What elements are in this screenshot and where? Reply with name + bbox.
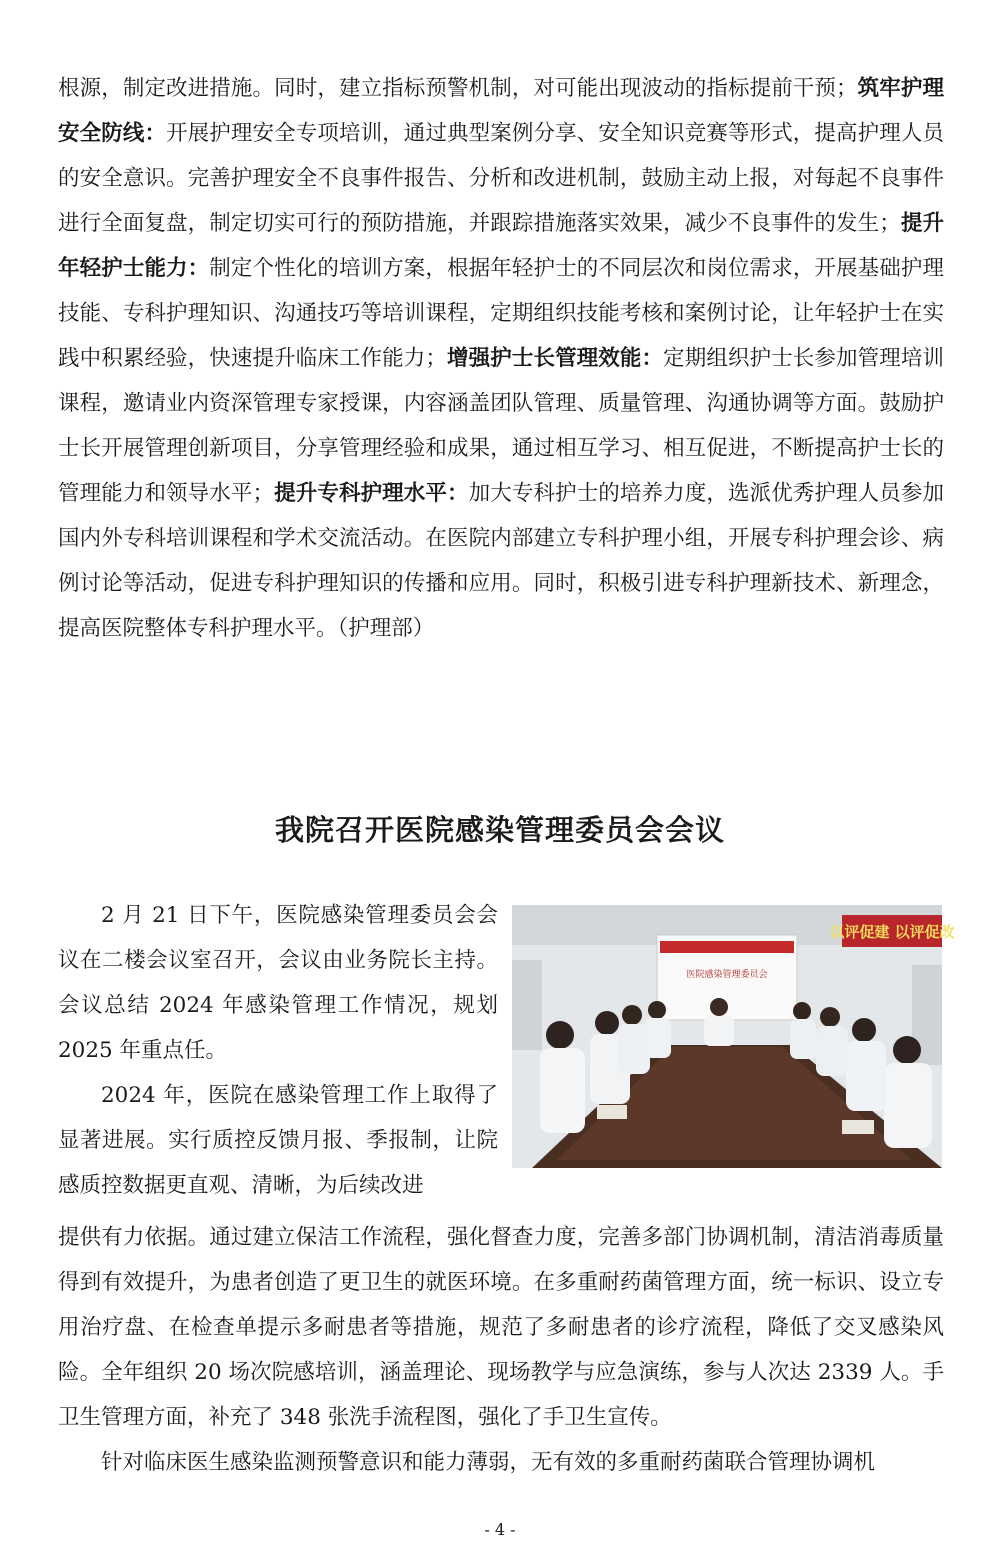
- keyword-head-nurse: 增强护士长管理效能：: [446, 346, 664, 371]
- paragraph-text: 加大专科护士的培养力度，选派优秀护理人员参加国内外专科培训课程和学术交流活动。在医院内部建立专科护理小组，开展专科护理会诊、病例讨论等活动，促进专科护理知识的传播和应用。同时，积极引进专科护理新技术、新理念，提高医院整体专科护理水平。（护理部）: [58, 481, 944, 641]
- article-title: 我院召开医院感染管理委员会会议: [274, 813, 725, 847]
- article-paragraph: 2 月 21 日下午，医院感染管理委员会会议在二楼会议室召开，会议由业务院长主持。会议总结 2024 年感染管理工作情况，规划 2025 年重点任。: [58, 903, 498, 1063]
- article-paragraph: 2024 年，医院在感染管理工作上取得了显著进展。实行质控反馈月报、季报制，让院感质控数据更直观、清晰，为后续改进: [58, 1083, 498, 1198]
- paragraph-text: 根源，制定改进措施。同时，建立指标预警机制，对可能出现波动的指标提前干预；: [58, 76, 858, 101]
- article-paragraph-continued: 提供有力依据。通过建立保洁工作流程，强化督查力度，完善多部门协调机制，清洁消毒质量得到有效提升，为患者创造了更卫生的就医环境。在多重耐药菌管理方面，统一标识、设立专用治疗盘、在检查单提示多耐患者等措施，规范了多耐患者的诊疗流程，降低了交叉感染风险。全年组织 20 场次院感培训，涵盖理论、现场教学与应急演练，参与人次达 2339 人。手卫生管理方面，补充了 348 张洗手流程图，强化了手卫生宣传。: [58, 1225, 944, 1430]
- page-number: - 4 -: [484, 1520, 516, 1539]
- article-paragraph: 针对临床医生感染监测预警意识和能力薄弱，无有效的多重耐药菌联合管理协调机: [101, 1450, 876, 1475]
- paragraph-text: 开展护理安全专项培训，通过典型案例分享、安全知识竞赛等形式，提高护理人员的安全意识。完善护理安全不良事件报告、分析和改进机制，鼓励主动上报，对每起不良事件进行全面复盘，制定切实可行的预防措施，并跟踪措施落实效果，减少不良事件的发生；: [58, 121, 944, 236]
- paragraph-text: 定期组织护士长参加管理培训课程，邀请业内资深管理专家授课，内容涵盖团队管理、质量管理、沟通协调等方面。鼓励护士长开展管理创新项目，分享管理经验和成果，通过相互学习、相互促进，不断提高护士长的管理能力和领导水平；: [58, 346, 944, 506]
- article-left-column: [58, 893, 498, 1208]
- keyword-safety: 筑牢护理安全防线：: [58, 76, 944, 146]
- nursing-measures-paragraph: [58, 66, 944, 651]
- keyword-specialty: 提升专科护理水平：: [274, 481, 469, 506]
- article-full-width: [58, 1215, 944, 1485]
- keyword-young-nurses: 提升年轻护士能力：: [58, 211, 944, 281]
- meeting-photo: [512, 905, 955, 1168]
- paragraph-text: 制定个性化的培训方案，根据年轻护士的不同层次和岗位需求，开展基础护理技能、专科护理知识、沟通技巧等培训课程，定期组织技能考核和案例讨论，让年轻护士在实践中积累经验，快速提升临床工作能力；: [58, 256, 944, 371]
- screen-text: 医院感染管理委员会: [686, 970, 768, 980]
- banner-text: 以评促建 以评促改: [829, 923, 955, 941]
